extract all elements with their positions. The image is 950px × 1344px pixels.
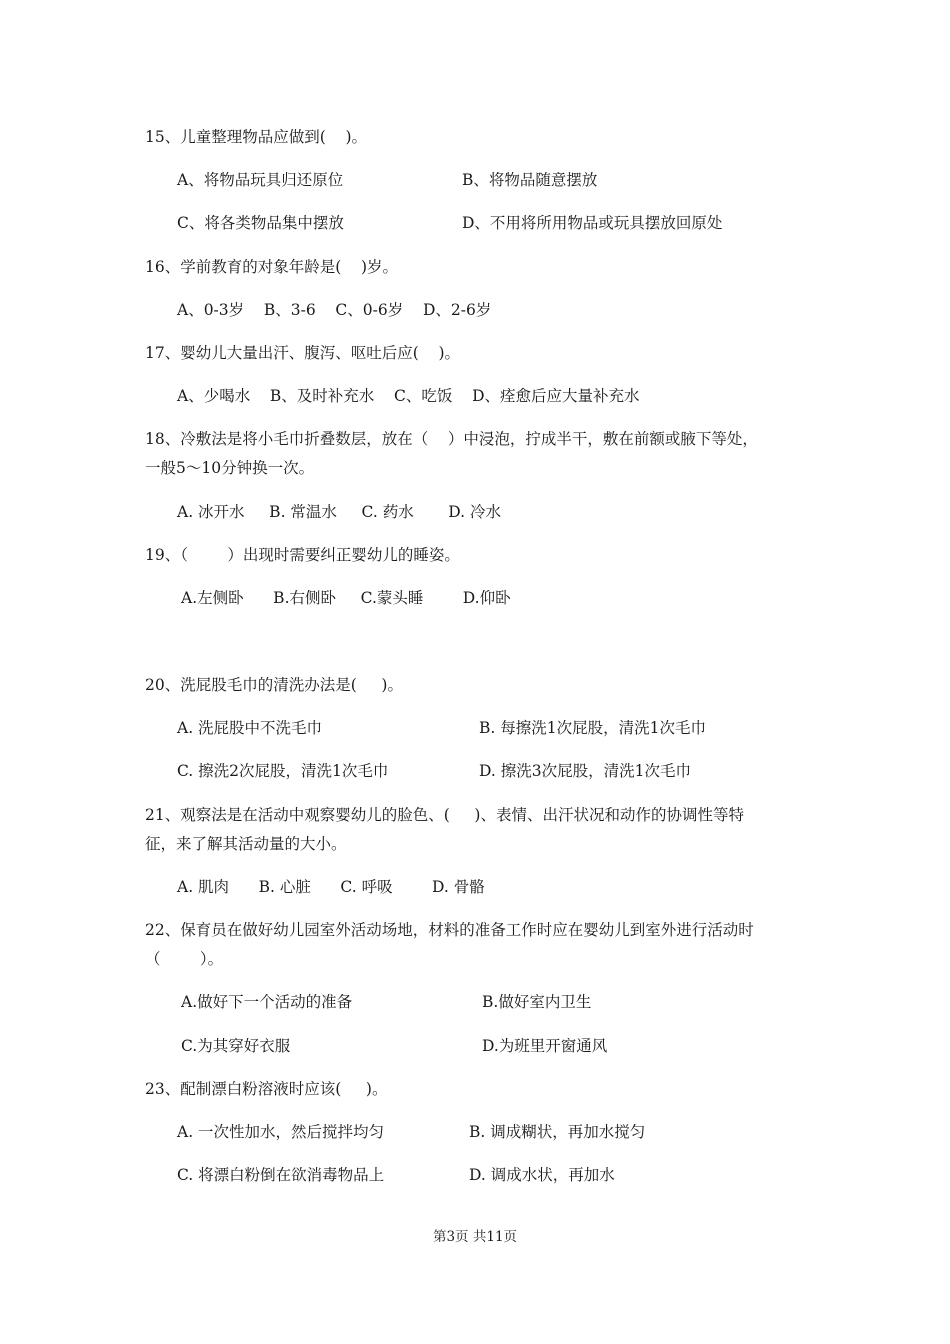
question-23-option-c: C. 将漂白粉倒在欲消毒物品上 [177,1166,385,1184]
question-21-options: A. 肌肉 B. 心脏 C. 呼吸 D. 骨骼 [177,878,485,896]
question-19-options: A.左侧卧 B.右侧卧 C.蒙头睡 D.仰卧 [181,589,511,607]
question-22-stem-line2: （ ）。 [145,950,224,968]
question-15-option-c: C、将各类物品集中摆放 [177,214,344,232]
question-15-stem: 15、儿童整理物品应做到( )。 [145,128,368,146]
question-23-stem: 23、配制漂白粉溶液时应该( )。 [145,1080,388,1098]
question-18-stem-line1: 18、冷敷法是将小毛巾折叠数层，放在（ ）中浸泡，拧成半干，敷在前额或腋下等处， [145,430,758,448]
question-15-option-d: D、不用将所用物品或玩具摆放回原处 [462,214,723,232]
question-20-option-d: D. 擦洗3次屁股，清洗1次毛巾 [479,762,691,780]
question-23-option-a: A. 一次性加水，然后搅拌均匀 [177,1123,385,1141]
question-18-options: A. 冰开水 B. 常温水 C. 药水 D. 冷水 [177,503,501,521]
question-16-options: A、0-3岁 B、3-6 C、0-6岁 D、2-6岁 [177,301,492,319]
question-20-option-a: A. 洗屁股中不洗毛巾 [177,719,323,737]
question-23-option-d: D. 调成水状，再加水 [469,1166,615,1184]
question-17-options: A、少喝水 B、及时补充水 C、吃饭 D、痊愈后应大量补充水 [177,387,640,405]
question-15-option-b: B、将物品随意摆放 [462,171,598,189]
question-20-stem: 20、洗屁股毛巾的清洗办法是( )。 [145,676,403,694]
question-22-option-a: A.做好下一个活动的准备 [181,993,353,1011]
question-20-option-c: C. 擦洗2次屁股，清洗1次毛巾 [177,762,389,780]
question-22-option-b: B.做好室内卫生 [482,993,592,1011]
question-22-option-c: C.为其穿好衣服 [181,1037,291,1055]
question-17-stem: 17、婴幼儿大量出汗、腹泻、呕吐后应( )。 [145,344,461,362]
question-16-stem: 16、学前教育的对象年龄是( )岁。 [145,258,399,276]
question-20-option-b: B. 每擦洗1次屁股，清洗1次毛巾 [479,719,706,737]
question-21-stem-line1: 21、观察法是在活动中观察婴幼儿的脸色、( )、表情、出汗状况和动作的协调性等特 [145,806,744,824]
question-21-stem-line2: 征，来了解其活动量的大小。 [145,835,347,853]
question-19-stem: 19、（ ）出现时需要纠正婴幼儿的睡姿。 [145,546,460,564]
question-23-option-b: B. 调成糊状，再加水搅匀 [469,1123,646,1141]
question-22-option-d: D.为班里开窗通风 [482,1037,608,1055]
question-22-stem-line1: 22、保育员在做好幼儿园室外活动场地，材料的准备工作时应在婴幼儿到室外进行活动时 [145,921,754,939]
page-number: 第3页 共11页 [432,1229,518,1245]
page-footer [0,1228,950,1246]
question-18-stem-line2: 一般5～10分钟换一次。 [145,459,315,477]
question-15-option-a: A、将物品玩具归还原位 [177,171,344,189]
